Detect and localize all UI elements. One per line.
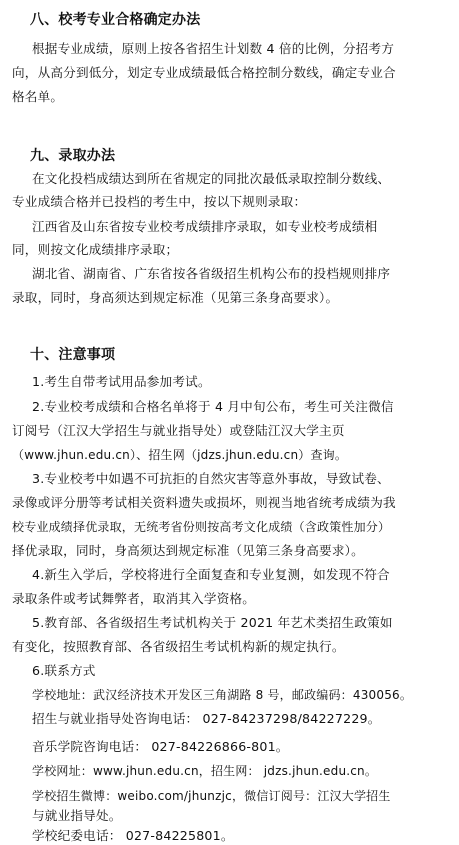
- notice-item: 1.考生自带考试用品参加考试。: [32, 374, 211, 389]
- notice-item: 订阅号（江汉大学招生与就业指导处）或登陆江汉大学主页: [12, 423, 345, 438]
- section-9-line: 江西省及山东省按专业校考成绩排序录取，如专业校考成绩相: [32, 219, 378, 234]
- notice-item: 录像或评分册等考试相关资料遗失或损坏，则视当地省统考成绩为我: [12, 495, 396, 510]
- contact-discipline-phone: 学校纪委电话： 027-84225801。: [32, 828, 234, 843]
- notice-item: 录取条件或考试舞弊者，取消其入学资格。: [12, 591, 256, 606]
- contact-website: 学校网址：www.jhun.edu.cn，招生网： jdzs.jhun.edu.cn。: [32, 764, 378, 778]
- notice-item: 有变化，按照教育部、各省级招生考试机构新的规定执行。: [12, 639, 345, 654]
- section-8-line: 格名单。: [12, 89, 64, 104]
- section-9-heading: 九、录取办法: [30, 148, 116, 164]
- notice-item: 3.专业校考中如遇不可抗拒的自然灾害等意外事故，导致试卷、: [32, 471, 390, 486]
- section-9-line: 在文化投档成绩达到所在省规定的同批次最低录取控制分数线、: [32, 171, 391, 186]
- notice-item: 2.专业校考成绩和合格名单将于 4 月中旬公布，考生可关注微信: [32, 399, 394, 414]
- contact-admission-phone: 招生与就业指导处咨询电话： 027-84237298/84227229。: [32, 711, 381, 726]
- section-10-heading: 十、注意事项: [30, 347, 116, 363]
- notice-item: 5.教育部、各省级招生考试机构关于 2021 年艺术类招生政策如: [32, 615, 393, 630]
- section-8-line: 根据专业成绩，原则上按各省招生计划数 4 倍的比例，分招考方: [32, 41, 395, 56]
- section-8-heading: 八、校考专业合格确定办法: [30, 12, 201, 28]
- notice-item: 校专业成绩择优录取，无统考省份则按高考文化成绩（含政策性加分）: [12, 520, 391, 534]
- contact-music-phone: 音乐学院咨询电话： 027-84226866-801。: [32, 739, 289, 754]
- contact-heading: 6.联系方式: [32, 663, 96, 678]
- section-9-line: 录取，同时，身高须达到规定标准（见第三条身高要求）。: [12, 290, 339, 305]
- section-8-line: 向，从高分到低分，划定专业成绩最低合格控制分数线，确定专业合: [12, 65, 396, 80]
- contact-weibo: 学校招生微博：weibo.com/jhunzjc，微信订阅号：江汉大学招生: [32, 789, 391, 803]
- contact-weibo-cont: 与就业指导处。: [32, 808, 122, 823]
- notice-item: 择优录取，同时，身高须达到规定标准（见第三条身高要求）。: [12, 543, 364, 558]
- section-9-line: 专业成绩合格并已投档的考生中，按以下规则录取：: [12, 194, 307, 209]
- section-9-line: 湖北省、湖南省、广东省按各省级招生机构公布的投档规则排序: [32, 266, 391, 281]
- notice-item: 4.新生入学后，学校将进行全面复查和专业复测，如发现不符合: [32, 567, 390, 582]
- section-9-line: 同，则按文化成绩排序录取；: [12, 242, 179, 257]
- notice-item: （www.jhun.edu.cn）、招生网（jdzs.jhun.edu.cn）查询。: [12, 448, 348, 462]
- contact-address: 学校地址：武汉经济技术开发区三角湖路 8 号，邮政编码：430056。: [32, 688, 413, 702]
